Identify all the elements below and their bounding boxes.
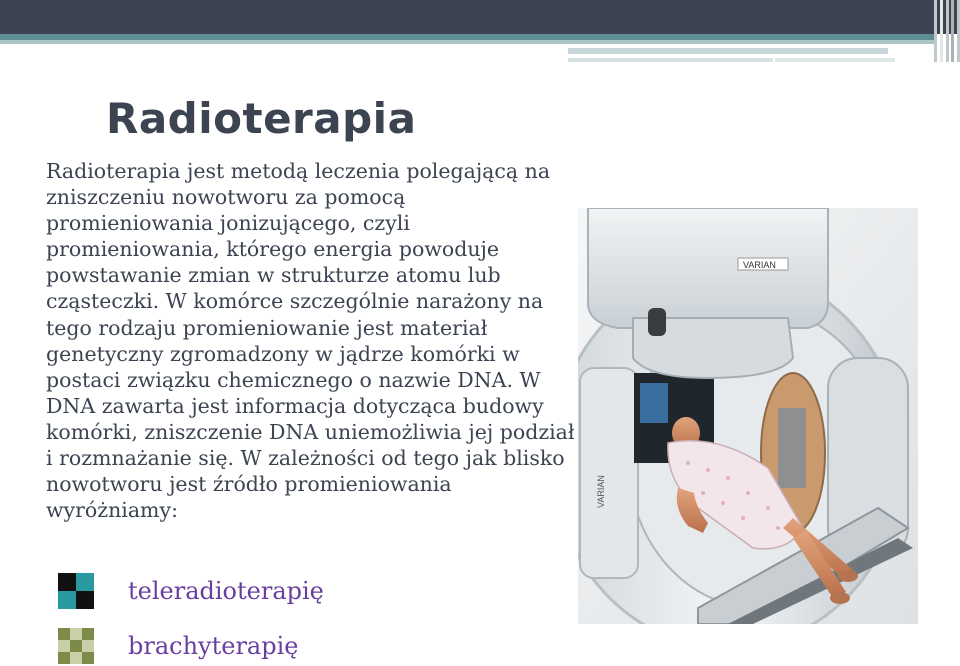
bullet-label: brachyterapię [128,632,299,660]
checker-square-olive-icon [58,628,94,664]
top-stripe [568,48,888,54]
svg-text:VARIAN: VARIAN [596,475,606,508]
top-decorative-band [0,0,960,34]
top-stripe [568,58,773,62]
vertical-bars-decoration [934,0,960,62]
bullet-item [58,628,298,664]
bullet-item [58,573,324,609]
varian-logo: VARIAN [743,260,776,270]
top-stripe [0,40,935,44]
radiotherapy-machine-photo [578,208,918,624]
body-paragraph: Radioterapia jest metodą leczenia polegającą na zniszczeniu nowotworu za pomocą promieniowania jonizującego, czyli promieniowania, którego energia powoduje powstawanie zmian w strukturze atomu lub cząsteczki. W komórce szczególnie narażony na tego rodzaju promieniowanie jest materiał genetyczny zgromadzony w jądrze komórki w postaci związku chemicznego o nazwie DNA. W DNA zawarta jest informacja dotycząca budowy komórki, zniszczenie DNA uniemożliwia jej podział i rozmnażanie się. W zależności od tego jak blisko nowotworu jest źródło promieniowania wyróżniamy: [46,159,575,523]
top-stripe [775,58,895,62]
checker-square-icon [58,573,94,609]
slide-title: Radioterapia [106,94,417,143]
bullet-label: teleradioterapię [128,577,324,605]
